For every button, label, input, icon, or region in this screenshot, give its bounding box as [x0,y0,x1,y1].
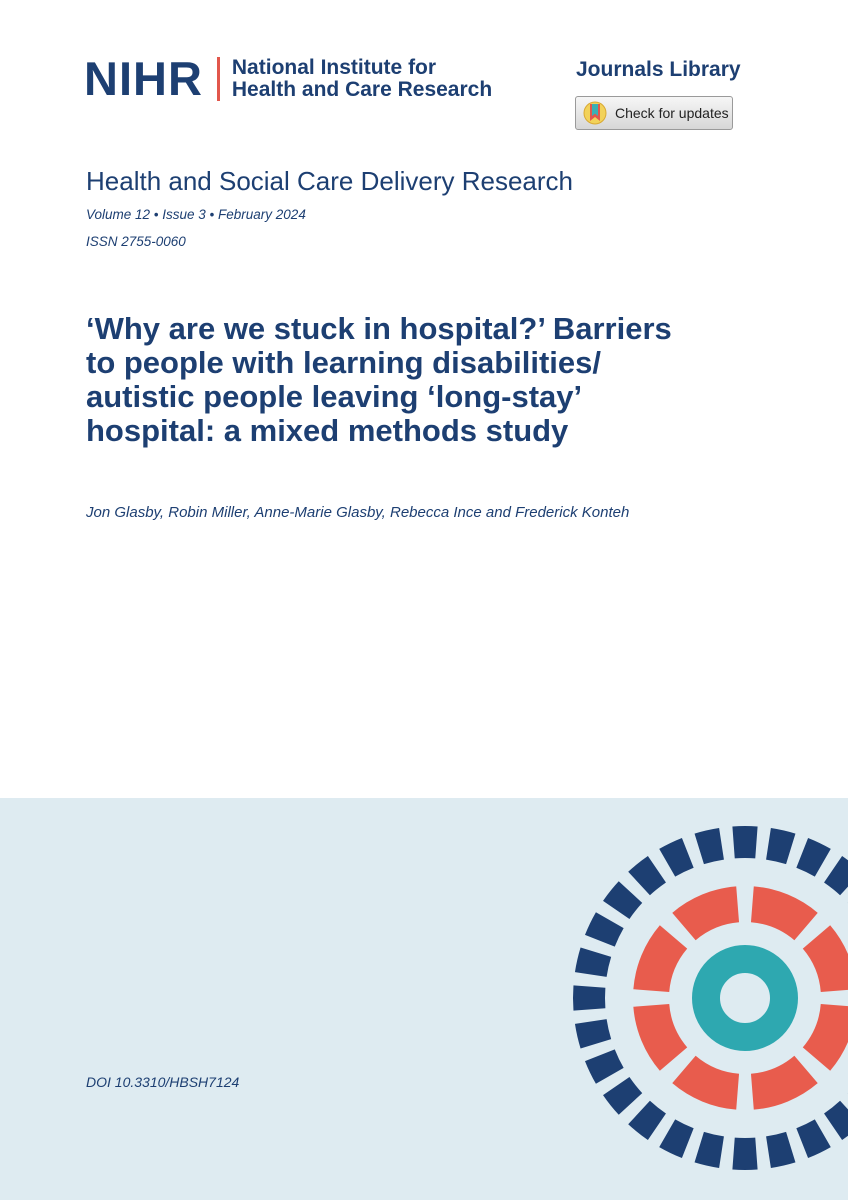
journal-volume-issue: Volume 12 • Issue 3 • February 2024 [86,207,306,222]
emblem-outer-segment [575,948,611,977]
emblem-outer-segment [824,1101,848,1140]
emblem-outer-segment [659,838,693,877]
logo-mark: NIHR [84,52,203,105]
emblem-middle-segment [633,925,687,992]
title-line: ‘Why are we stuck in hospital?’ Barriers [86,311,672,346]
emblem-outer-segment [732,1138,757,1170]
journals-library-label: Journals Library [576,58,741,81]
title-line: to people with learning disabilities/ [86,345,602,380]
emblem-middle-segment [672,1056,739,1110]
emblem-middle-segment [672,886,739,940]
emblem-inner-ring [706,959,784,1037]
emblem-outer-segment [796,1119,830,1158]
emblem-middle-segment [803,1004,848,1071]
emblem-outer-segment [659,1119,693,1158]
nihr-logo[interactable] [84,52,493,105]
emblem-outer-segment [585,912,624,946]
cover-footer-panel [0,798,848,1200]
emblem-outer-segment [695,828,724,864]
article-title [86,312,726,448]
title-line: autistic people leaving ‘long-stay’ [86,379,583,414]
emblem-outer-segment [732,826,757,858]
emblem-rings [573,826,848,1170]
emblem-outer-segment [603,881,642,919]
article-doi: DOI 10.3310/HBSH7124 [86,1074,240,1090]
emblem-middle-segment [803,925,848,992]
logo-text [232,57,492,101]
emblem-outer-segment [628,856,666,895]
logo-line-2: Health and Care Research [231,78,493,101]
title-line: hospital: a mixed methods study [86,413,569,448]
emblem-outer-segment [603,1077,642,1115]
emblem-middle-segment [633,1004,687,1071]
logo-divider [217,57,220,101]
logo-line-1: National Institute for [231,56,437,79]
journal-issn: ISSN 2755-0060 [86,234,186,249]
nihr-emblem-graphic [0,798,848,1200]
check-for-updates-button[interactable] [575,96,733,130]
emblem-outer-segment [766,828,795,864]
emblem-outer-segment [575,1019,611,1048]
emblem-outer-segment [585,1049,624,1083]
emblem-outer-segment [796,838,830,877]
emblem-outer-segment [766,1132,795,1168]
bookmark-check-icon [583,101,607,125]
emblem-middle-segment [751,1056,818,1110]
emblem-outer-segment [628,1101,666,1140]
emblem-outer-segment [824,856,848,895]
check-updates-label: Check for updates [615,105,729,121]
journal-title: Health and Social Care Delivery Research [86,166,574,196]
emblem-outer-segment [573,985,605,1010]
emblem-outer-segment [695,1132,724,1168]
emblem-middle-segment [751,886,818,940]
article-authors: Jon Glasby, Robin Miller, Anne-Marie Glasby, Rebecca Ince and Frederick Konteh [86,504,630,521]
